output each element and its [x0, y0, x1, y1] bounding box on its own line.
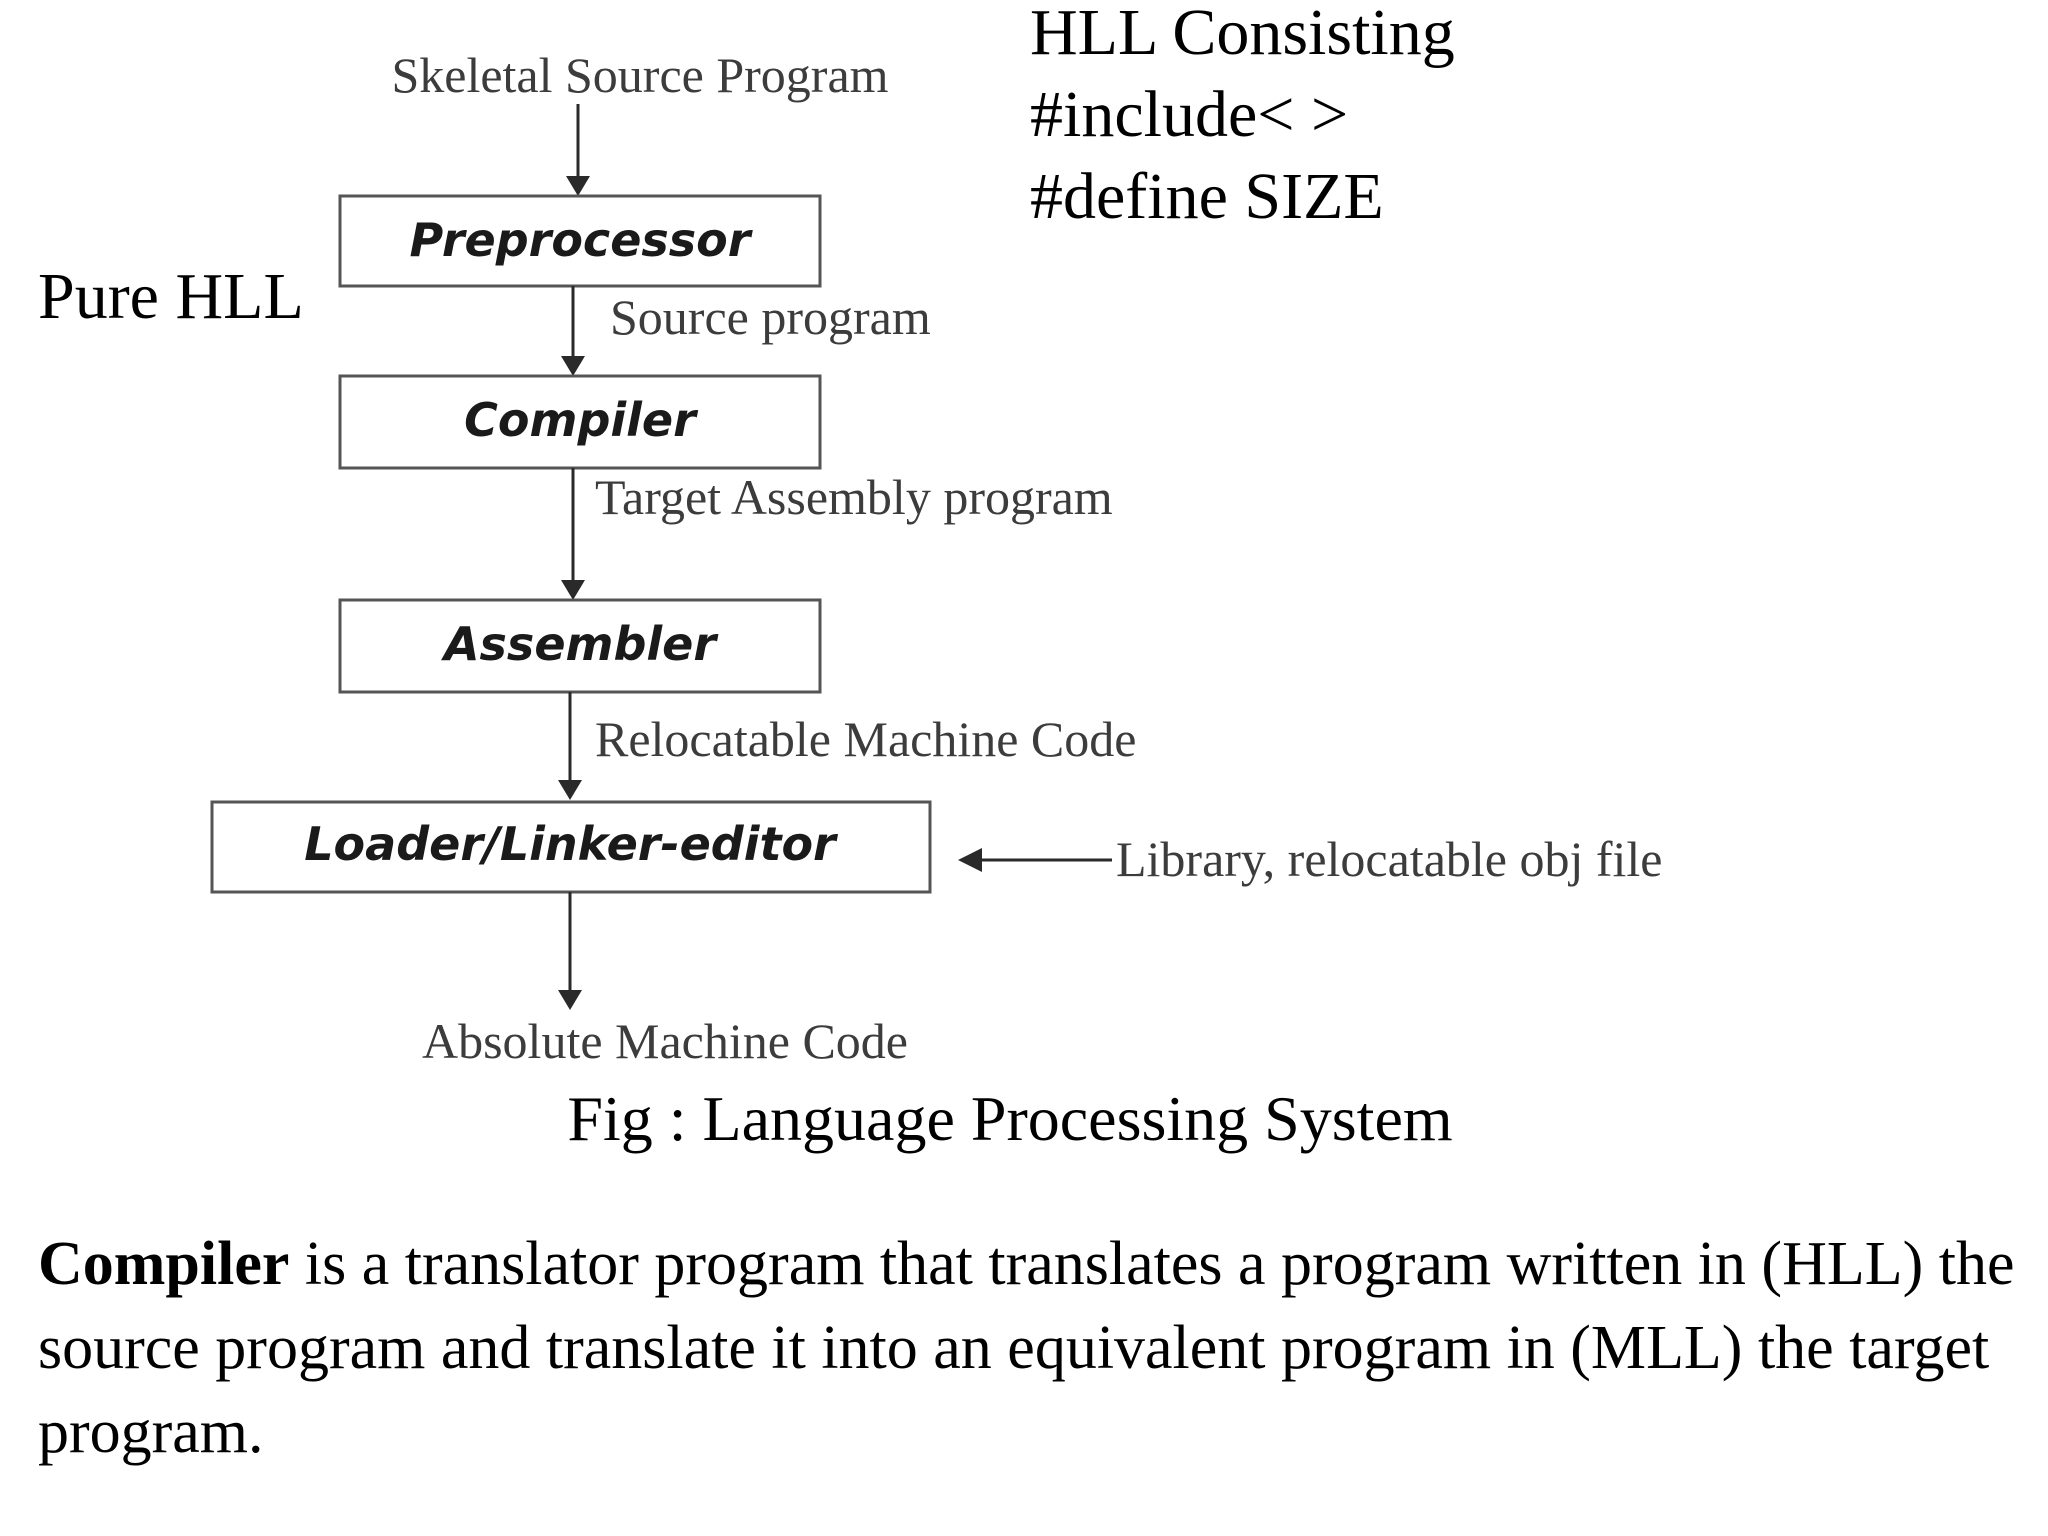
loader-linker-editor-label: Loader/Linker-editor	[304, 817, 836, 871]
arrowhead-library-to-loader	[958, 848, 982, 872]
skeletal-source-program-label: Skeletal Source Program	[391, 47, 889, 103]
arrowhead-loader-to-output	[558, 990, 582, 1010]
arrowhead-preprocessor-to-compiler	[561, 356, 585, 376]
annotation-define-line: #define SIZE	[1030, 160, 1384, 233]
compiler-term: Compiler	[38, 1230, 290, 1298]
annotation-pure-hll: Pure HLL	[38, 260, 304, 333]
edge-label-target-assembly-program: Target Assembly program	[595, 469, 1113, 525]
absolute-machine-code-label: Absolute Machine Code	[421, 1013, 909, 1069]
compiler-description	[38, 1222, 2028, 1474]
arrowhead-input-to-preprocessor	[566, 176, 590, 196]
annotation-hll-consisting: HLL Consisting	[1030, 0, 1455, 69]
arrowhead-assembler-to-loader	[558, 780, 582, 800]
edge-label-source-program: Source program	[610, 289, 931, 345]
compiler-description-text: is a translator program that translates a program written in (HLL) the source program and translate it into an equivalent program in (MLL) the target program.	[38, 1230, 2015, 1466]
library-relocatable-obj-file-label: Library, relocatable obj file	[1116, 831, 1663, 887]
assembler-label: Assembler	[443, 617, 717, 671]
preprocessor-label: Preprocessor	[409, 213, 751, 267]
arrowhead-compiler-to-assembler	[561, 580, 585, 600]
annotation-include-line: #include< >	[1030, 78, 1349, 151]
compiler-label: Compiler	[464, 393, 696, 447]
edge-label-relocatable-machine-code: Relocatable Machine Code	[595, 711, 1137, 767]
figure-caption: Fig : Language Processing System	[567, 1083, 1453, 1154]
